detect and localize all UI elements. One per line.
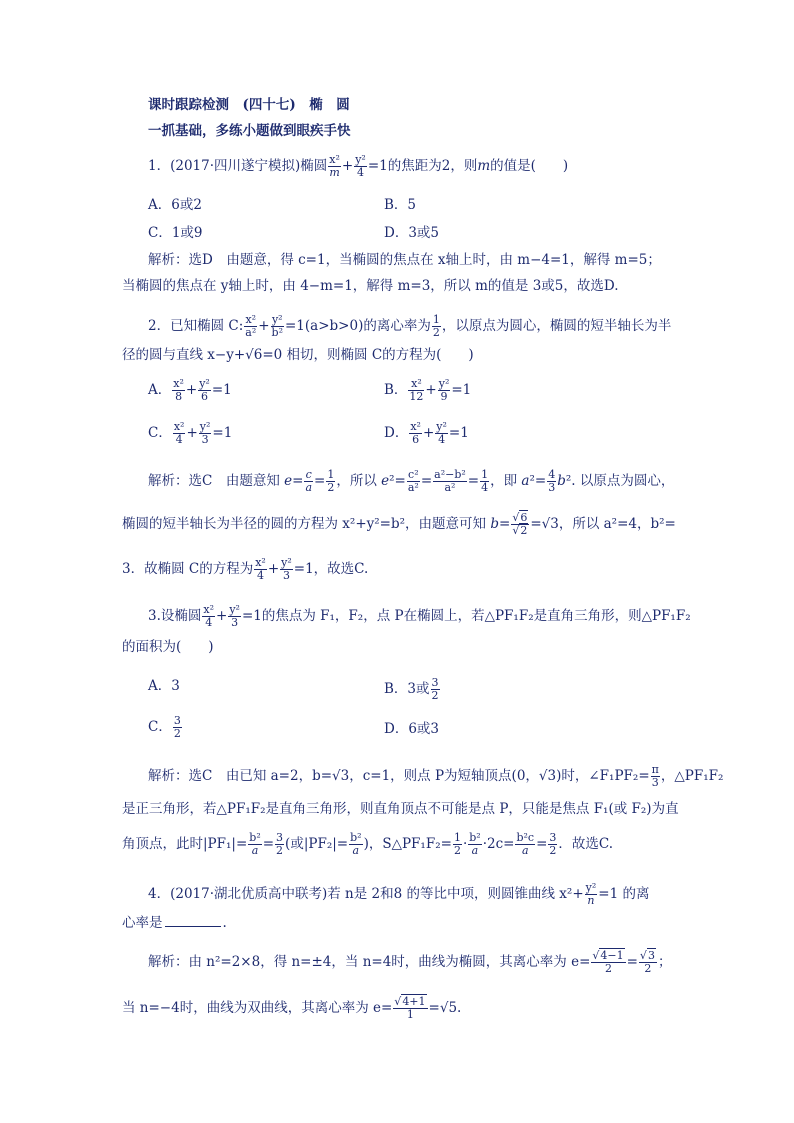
question-3-stem: 3.设椭圆 $\frac{\text{x²}}{4}$ + $\frac{\text{y²}}{3}$ =1的焦点为 F₁，F₂，点 P在椭圆上，若△PF₁F₂是直角三角形，则△PF₁F₂ xyxy=(148,603,691,629)
q3-sol3-text-d: ·2c= xyxy=(482,836,515,852)
q3-option-b: B．3或 $\frac{3}{2}$ xyxy=(384,676,439,702)
q4-line2-end: . xyxy=(222,915,227,931)
q2-sol2-text-b: =√3，所以 a²=4，b²= xyxy=(530,516,676,532)
q4-solution-line-1: 解析：由 n²=2×8，得 n=±4，当 n=4时，曲线为椭圆，其离心率为 e= $\frac{√4-1}{2}$ = $\frac{√3}{2}$ ； xyxy=(148,949,672,975)
question-2-stem: 2．已知椭圆 C: $\frac{\text{x²}}{\text{a²}}$ + $\frac{\text{y²}}{\text{b²}}$ =1(a>b>0)的离心率为 $\frac{1}{2}$ ，以原点为圆心，椭圆的短半轴长为半 xyxy=(148,313,672,339)
q1-text-a: 1．(2017·四川遂宁模拟)椭圆 xyxy=(148,158,328,174)
q3-text-b: =1的焦点为 F₁，F₂，点 P在椭圆上，若△PF₁F₂是直角三角形，则△PF₁F₂ xyxy=(241,608,691,624)
q4-text-a: 4．(2017·湖北优质高中联考)若 n是 2和8 的等比中项，则圆锥曲线 x²+ xyxy=(148,886,584,902)
q2-sol-text-d: . 以原点为圆心， xyxy=(571,473,675,489)
q2-option-b: B． $\frac{\text{x²}}{12}$ + $\frac{\text{y²}}{9}$ =1 xyxy=(384,377,472,403)
page-title: 课时跟踪检测 (四十七) 椭 圆 xyxy=(148,97,350,113)
q1-text-b: =1的焦距为2，则 xyxy=(367,158,478,174)
q2-option-d: D． $\frac{\text{x²}}{6}$ + $\frac{\text{y²}}{4}$ =1 xyxy=(384,420,469,446)
q3-sol-text-1-end: ，△PF₁F₂ xyxy=(660,768,724,784)
q1-option-b: B．5 xyxy=(384,197,417,213)
q4-sol-text-2: 当 n=−4时，曲线为双曲线，其离心率为 e= xyxy=(122,1000,393,1016)
section-heading: 一抓基础，多练小题做到眼疾手快 xyxy=(148,123,351,139)
q3-option-c-text: C． xyxy=(148,719,172,735)
q1-solution-line-1: 解析：选D 由题意，得 c=1，当椭圆的焦点在 x轴上时，由 m−4=1，解得 m=5； xyxy=(148,252,661,268)
q3-solution-line-1: 解析：选C 由已知 a=2，b=√3，c=1，则点 P为短轴顶点(0，√3)时，∠F₁PF₂= $\frac{\pi}{3}$ ，△PF₁F₂ xyxy=(148,763,724,789)
q3-sol3-text-b: 或|PF₂|= xyxy=(290,836,349,852)
q4-sol-text-2-end: =√5. xyxy=(428,1000,462,1016)
q3-sol3-text-c: ，S△PF₁F₂= xyxy=(368,836,452,852)
question-4-stem: 4．(2017·湖北优质高中联考)若 n是 2和8 的等比中项，则圆锥曲线 x²+ $\frac{\text{y²}}{n}$ =1 的离 xyxy=(148,881,650,907)
q2-option-c-label: C． xyxy=(148,425,172,441)
q3-sol3-text-a: 角顶点，此时|PF₁|= xyxy=(122,836,248,852)
q1-option-a: A．6或2 xyxy=(148,197,202,213)
q3-option-c: C． $\frac{3}{2}$ xyxy=(148,714,181,740)
q3-option-d: D．6或3 xyxy=(384,721,440,737)
q2-option-a: A． $\frac{\text{x²}}{8}$ + $\frac{\text{y²}}{6}$ =1 xyxy=(148,377,232,403)
q3-option-a: A．3 xyxy=(148,678,180,694)
q1-text-c: 的值是( ) xyxy=(490,158,569,174)
q2-text-b: =1(a>b>0)的离心率为 xyxy=(285,318,431,334)
q2-sol3-text-a: 3．故椭圆 C的方程为 xyxy=(122,561,254,577)
q1-option-d: D．3或5 xyxy=(384,225,440,241)
question-4-stem-line-2 xyxy=(122,914,227,932)
q2-solution-line-1: 解析：选C 由题意知 e= $\frac{c}{a}$ = $\frac{1}{2}$ ，所以 e²= $\frac{\text{c²}}{\text{a²}}$ = $\frac{\text{a²−b²}}{\text{a²}}$ = $\frac{1}{4}$ ，即 a²= $\frac{4}{3}$ b². 以原点为圆心， xyxy=(148,468,675,494)
q3-solution-line-2: 是正三角形，若△PF₁F₂是直角三角形，则直角顶点不可能是点 P，只能是焦点 F₁(或 F₂)为直 xyxy=(122,801,679,817)
question-2-stem-line-2: 径的圆与直线 x−y+√6=0 相切，则椭圆 C的方程为( ) xyxy=(122,347,474,363)
q1-option-c: C．1或9 xyxy=(148,225,203,241)
q2-solution-line-3: 3．故椭圆 C的方程为 $\frac{\text{x²}}{4}$ + $\frac{\text{y²}}{3}$ =1，故选C. xyxy=(122,556,369,582)
q2-text-c: ，以原点为圆心，椭圆的短半轴长为半 xyxy=(441,318,672,334)
q4-sol-text-1: 解析：由 n²=2×8，得 n=±4，当 n=4时，曲线为椭圆，其离心率为 e= xyxy=(148,954,591,970)
q3-option-b-text: B．3或 xyxy=(384,681,430,697)
q3-text-a: 3.设椭圆 xyxy=(148,608,202,624)
q2-sol2-text-a: 椭圆的短半轴长为半径的圆的方程为 x²+y²=b²，由题意可知 xyxy=(122,516,487,532)
answer-blank[interactable] xyxy=(165,926,221,927)
q3-solution-line-3: 角顶点，此时|PF₁|= $\frac{\text{b²}}{a}$ = $\frac{3}{2}$ (或|PF₂|= $\frac{\text{b²}}{a}$ )，S△PF₁F₂= $\frac{1}{2}$ · $\frac{\text{b²}}{a}$ ·2c= $\frac{\text{b²c}}{a}$ = $\frac{3}{2}$ ．故选C. xyxy=(122,831,614,857)
q3-sol-text-1: 解析：选C 由已知 a=2，b=√3，c=1，则点 P为短轴顶点(0，√3)时，∠F₁PF₂= xyxy=(148,768,650,784)
q4-solution-line-2: 当 n=−4时，曲线为双曲线，其离心率为 e= $\frac{√4+1}{1}$ =√5. xyxy=(122,995,462,1021)
q4-line2-text: 心率是 xyxy=(122,915,163,931)
q2-text-a: 2．已知椭圆 C: xyxy=(148,318,244,334)
q2-option-b-label: B． xyxy=(384,382,408,398)
q2-sol3-text-b: =1，故选C. xyxy=(293,561,369,577)
question-1-stem: 1．(2017·四川遂宁模拟)椭圆 $\frac{\text{x²}}{m}$ + $\frac{\text{y²}}{4}$ =1的焦距为2，则m的值是( ) xyxy=(148,153,569,179)
q2-option-a-label: A． xyxy=(148,382,172,398)
q2-sol-text-c: ，即 xyxy=(490,473,518,489)
q2-option-d-label: D． xyxy=(384,425,409,441)
q2-sol-text-a: 解析：选C 由题意知 xyxy=(148,473,280,489)
q2-option-c: C． $\frac{\text{x²}}{4}$ + $\frac{\text{y²}}{3}$ =1 xyxy=(148,420,233,446)
q2-solution-line-2: 椭圆的短半轴长为半径的圆的方程为 x²+y²=b²，由题意可知 b= $\frac{√6}{√2}$ =√3，所以 a²=4，b²= xyxy=(122,511,676,537)
question-3-stem-line-2: 的面积为( ) xyxy=(122,639,214,655)
q3-sol3-text-e: ．故选C. xyxy=(558,836,614,852)
q4-text-b: =1 的离 xyxy=(598,886,650,902)
q2-sol-text-b: ，所以 xyxy=(336,473,377,489)
q1-solution-line-2: 当椭圆的焦点在 y轴上时，由 4−m=1，解得 m=3，所以 m的值是 3或5，故选D. xyxy=(122,278,619,294)
